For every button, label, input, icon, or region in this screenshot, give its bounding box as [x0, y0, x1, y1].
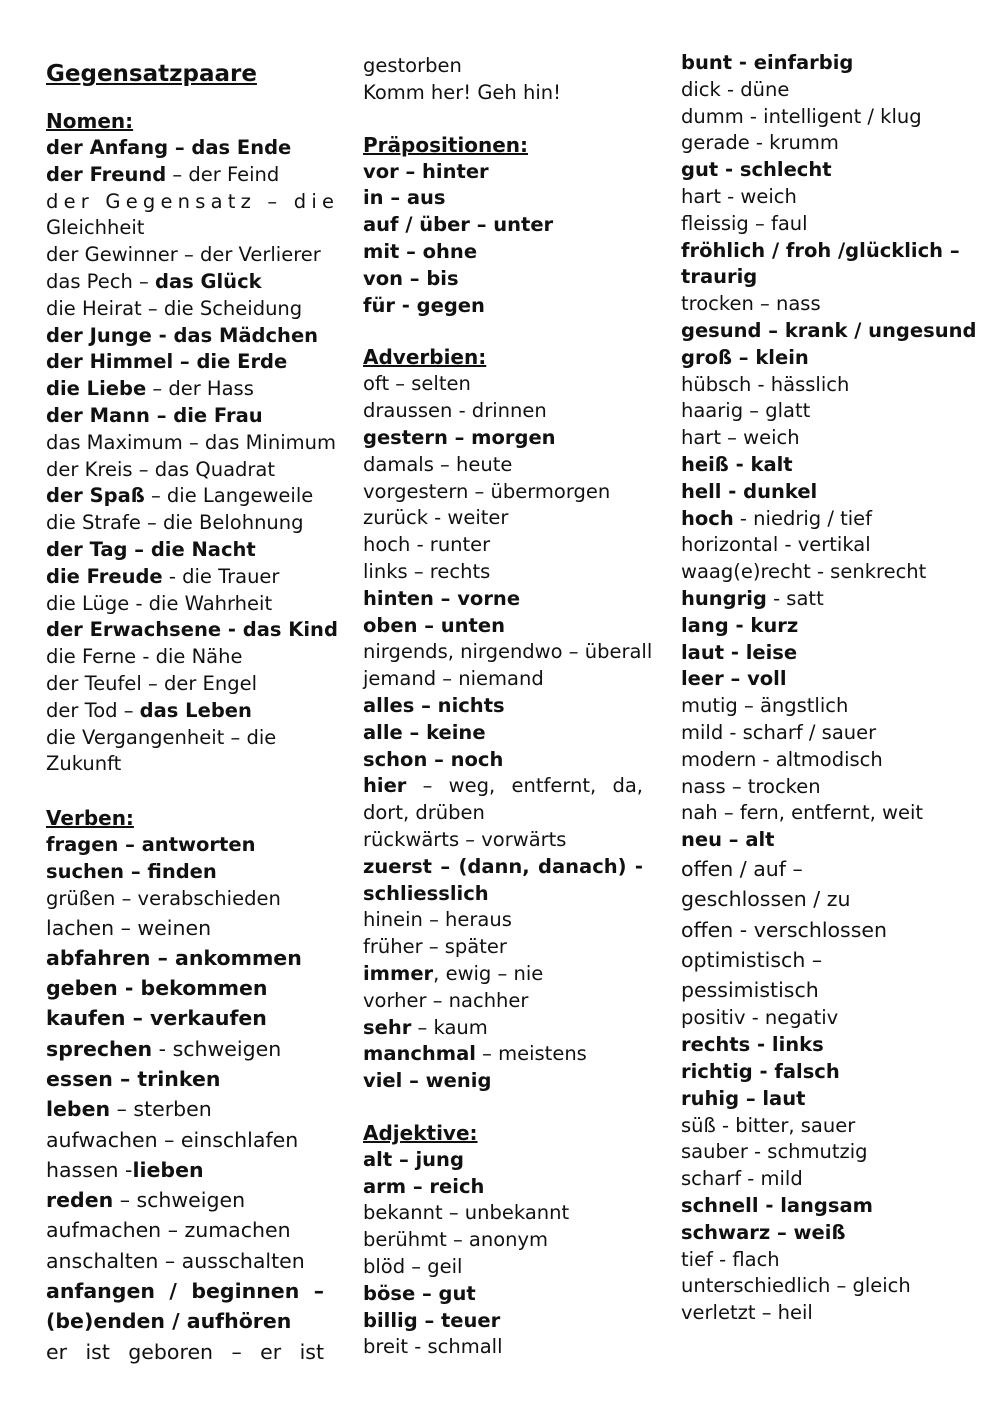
list-item: vorher – nachher [363, 988, 529, 1012]
list-item: der Mann – die Frau [46, 403, 263, 427]
list-item: der Spaß – die Langeweile [46, 484, 314, 508]
list-item: rückwärts – vorwärts [363, 827, 567, 851]
list-item: das Pech – das Glück [46, 269, 262, 293]
list-item: hübsch - hässlich [681, 372, 850, 396]
list-item: hinten – vorne [363, 586, 521, 610]
list-item: waag(e)recht - senkrecht [681, 560, 927, 584]
list-item: Gleichheit [46, 216, 145, 240]
nomen-list [46, 135, 340, 778]
list-item: mit – ohne [363, 239, 478, 263]
list-item: der Tag – die Nacht [46, 537, 256, 561]
list-item: die Freude - die Trauer [46, 564, 280, 588]
list-item: schwarz – weiß [681, 1220, 846, 1244]
list-item: haarig – glatt [681, 399, 811, 423]
list-item: hoch - niedrig / tief [681, 506, 873, 530]
list-item: der Teufel – der Engel [46, 671, 258, 695]
list-item: alle – keine [363, 720, 486, 744]
list-item: früher – später [363, 935, 507, 959]
heading-adjektive: Adjektive: [363, 1120, 478, 1145]
list-item: der Freund – der Feind [46, 162, 280, 186]
list-item: bunt - einfarbig [681, 51, 854, 74]
list-item: auf / über – unter [363, 213, 554, 237]
list-item: ruhig – laut [681, 1086, 806, 1110]
list-item: kaufen – verkaufen [46, 1006, 267, 1031]
list-item: arm – reich [363, 1174, 485, 1198]
list-item: oft – selten [363, 372, 471, 396]
list-item: schon – noch [363, 747, 504, 771]
adjektive-list-col2 [363, 1147, 643, 1361]
list-item: der Anfang – das Ende [46, 136, 292, 159]
list-item: hassen -lieben [46, 1157, 204, 1182]
list-item: sprechen - schweigen [46, 1036, 282, 1061]
list-item: rechts - links [681, 1033, 824, 1057]
list-item: suchen – finden [46, 859, 217, 883]
list-item: damals – heute [363, 452, 513, 476]
list-item: groß – klein [681, 345, 809, 369]
list-item: aufwachen – einschlafen [46, 1127, 299, 1152]
column-1 [46, 50, 340, 1367]
list-item: die Liebe – der Hass [46, 377, 254, 401]
list-item: der Kreis – das Quadrat [46, 457, 276, 481]
list-item: hinein – heraus [363, 908, 512, 932]
list-item: zurück - weiter [363, 506, 509, 530]
list-item: vorgestern – übermorgen [363, 479, 611, 503]
list-item: abfahren – ankommen [46, 945, 302, 970]
list-item: er ist geboren – er ist [46, 1339, 324, 1364]
spacer [363, 1095, 643, 1119]
list-item: blöd – geil [363, 1255, 463, 1279]
list-item: hier – weg, entfernt, da, [363, 774, 643, 798]
list-item: verletzt – heil [681, 1301, 813, 1325]
list-item: alles – nichts [363, 693, 505, 717]
list-item: gestorben [363, 54, 462, 77]
list-item: dumm - intelligent / klug [681, 104, 922, 128]
list-item: offen - verschlossen [681, 917, 888, 942]
list-item: hoch - runter [363, 533, 491, 557]
list-item: links – rechts [363, 559, 491, 583]
list-item: geschlossen / zu [681, 887, 851, 912]
heading-adverbien: Adverbien: [363, 345, 487, 370]
list-item: trocken – nass [681, 292, 821, 316]
list-item: süß - bitter, sauer [681, 1113, 856, 1137]
list-item: böse – gut [363, 1281, 476, 1305]
list-item: viel – wenig [363, 1069, 492, 1093]
list-item: fröhlich / froh /glücklich – [681, 238, 960, 262]
list-item: draussen - drinnen [363, 399, 547, 423]
list-item: geben - bekommen [46, 976, 268, 1001]
column-2 [363, 50, 653, 1361]
list-item: optimistisch – [681, 947, 823, 972]
list-item: die Vergangenheit – die [46, 725, 277, 749]
list-item: essen – trinken [46, 1067, 221, 1091]
list-item: berühmt – anonym [363, 1228, 549, 1252]
list-item: hart – weich [681, 426, 800, 450]
list-item: lachen – weinen [46, 915, 212, 940]
list-item: laut - leise [681, 640, 798, 664]
list-item: der Gegensatz – die [46, 189, 340, 213]
list-item: die Strafe – die Belohnung [46, 511, 304, 535]
praepositionen-list [363, 159, 643, 320]
list-item: die Heirat – die Scheidung [46, 296, 303, 320]
list-item: anfangen / beginnen – [46, 1279, 324, 1304]
list-item: gesund – krank / ungesund [681, 318, 977, 342]
list-item: zuerst – (dann, danach) - [363, 854, 643, 878]
list-item: gerade - krumm [681, 131, 839, 155]
page-title: Gegensatzpaare [46, 61, 257, 87]
list-item: schliesslich [363, 881, 489, 905]
list-item: die Lüge - die Wahrheit [46, 591, 273, 615]
spacer [46, 778, 324, 804]
list-item: dort, drüben [363, 801, 485, 825]
adverbien-list [363, 371, 653, 1095]
list-item: heiß - kalt [681, 452, 793, 476]
spacer [363, 319, 643, 343]
list-item: sauber - schmutzig [681, 1140, 868, 1164]
list-item: nirgends, nirgendwo – überall [363, 640, 653, 664]
list-item: immer, ewig – nie [363, 961, 544, 985]
list-item: richtig - falsch [681, 1059, 840, 1083]
list-item: positiv - negativ [681, 1006, 839, 1030]
list-item: leben – sterben [46, 1097, 212, 1122]
list-item: sehr – kaum [363, 1015, 488, 1039]
adjektive-list-col3 [681, 50, 977, 1327]
column-3 [681, 50, 977, 1327]
list-item: grüßen – verabschieden [46, 886, 281, 910]
list-item: oben – unten [363, 613, 505, 637]
list-item: scharf - mild [681, 1167, 803, 1191]
list-item: billig – teuer [363, 1308, 501, 1332]
list-item: von – bis [363, 266, 459, 290]
list-item: der Gewinner – der Verlierer [46, 243, 321, 267]
list-item: traurig [681, 265, 758, 289]
list-item: offen / auf – [681, 856, 803, 881]
list-item: manchmal – meistens [363, 1042, 587, 1066]
list-item: jemand – niemand [363, 667, 544, 691]
list-item: hungrig - satt [681, 586, 824, 610]
list-item: pessimistisch [681, 978, 819, 1003]
heading-nomen: Nomen: [46, 109, 134, 133]
list-item: bekannt – unbekannt [363, 1201, 570, 1225]
list-item: alt – jung [363, 1147, 464, 1171]
list-item: mild - scharf / sauer [681, 720, 877, 744]
list-item: vor – hinter [363, 159, 489, 183]
list-item: in – aus [363, 186, 446, 210]
list-item: gut - schlecht [681, 158, 832, 182]
list-item: der Erwachsene - das Kind [46, 618, 338, 642]
list-item: der Tod – das Leben [46, 698, 252, 722]
spacer [363, 107, 643, 131]
list-item: mutig – ängstlich [681, 694, 849, 718]
list-item: horizontal - vertikal [681, 533, 871, 557]
list-item: anschalten – ausschalten [46, 1248, 305, 1273]
heading-verben: Verben: [46, 806, 134, 831]
list-item: unterschiedlich – gleich [681, 1274, 911, 1298]
list-item: dick - düne [681, 77, 790, 101]
list-item: hell - dunkel [681, 479, 818, 503]
list-item: der Junge - das Mädchen [46, 323, 319, 347]
list-item: schnell - langsam [681, 1193, 873, 1217]
list-item: neu – alt [681, 828, 775, 852]
verben-list [46, 832, 324, 1367]
list-item: Komm her! Geh hin! [363, 80, 561, 104]
list-item: der Himmel – die Erde [46, 350, 288, 374]
list-item: nass – trocken [681, 774, 821, 798]
list-item: die Ferne - die Nähe [46, 645, 243, 669]
list-item: für - gegen [363, 293, 485, 317]
list-item: tief - flach [681, 1247, 780, 1271]
list-item: fleissig – faul [681, 211, 808, 235]
list-item: fragen – antworten [46, 833, 256, 857]
list-item: modern - altmodisch [681, 747, 883, 771]
list-item: reden – schweigen [46, 1188, 246, 1213]
list-item: das Maximum – das Minimum [46, 430, 336, 454]
list-item: leer – voll [681, 667, 787, 691]
list-item: breit - schmall [363, 1335, 503, 1359]
list-item: gestern – morgen [363, 425, 556, 449]
list-item: Zukunft [46, 752, 122, 776]
heading-praepositionen: Präpositionen: [363, 132, 529, 157]
list-item: (be)enden / aufhören [46, 1309, 292, 1334]
list-item: aufmachen – zumachen [46, 1218, 291, 1243]
list-item: lang - kurz [681, 613, 799, 637]
list-item: hart - weich [681, 184, 797, 208]
list-item: nah – fern, entfernt, weit [681, 801, 924, 825]
